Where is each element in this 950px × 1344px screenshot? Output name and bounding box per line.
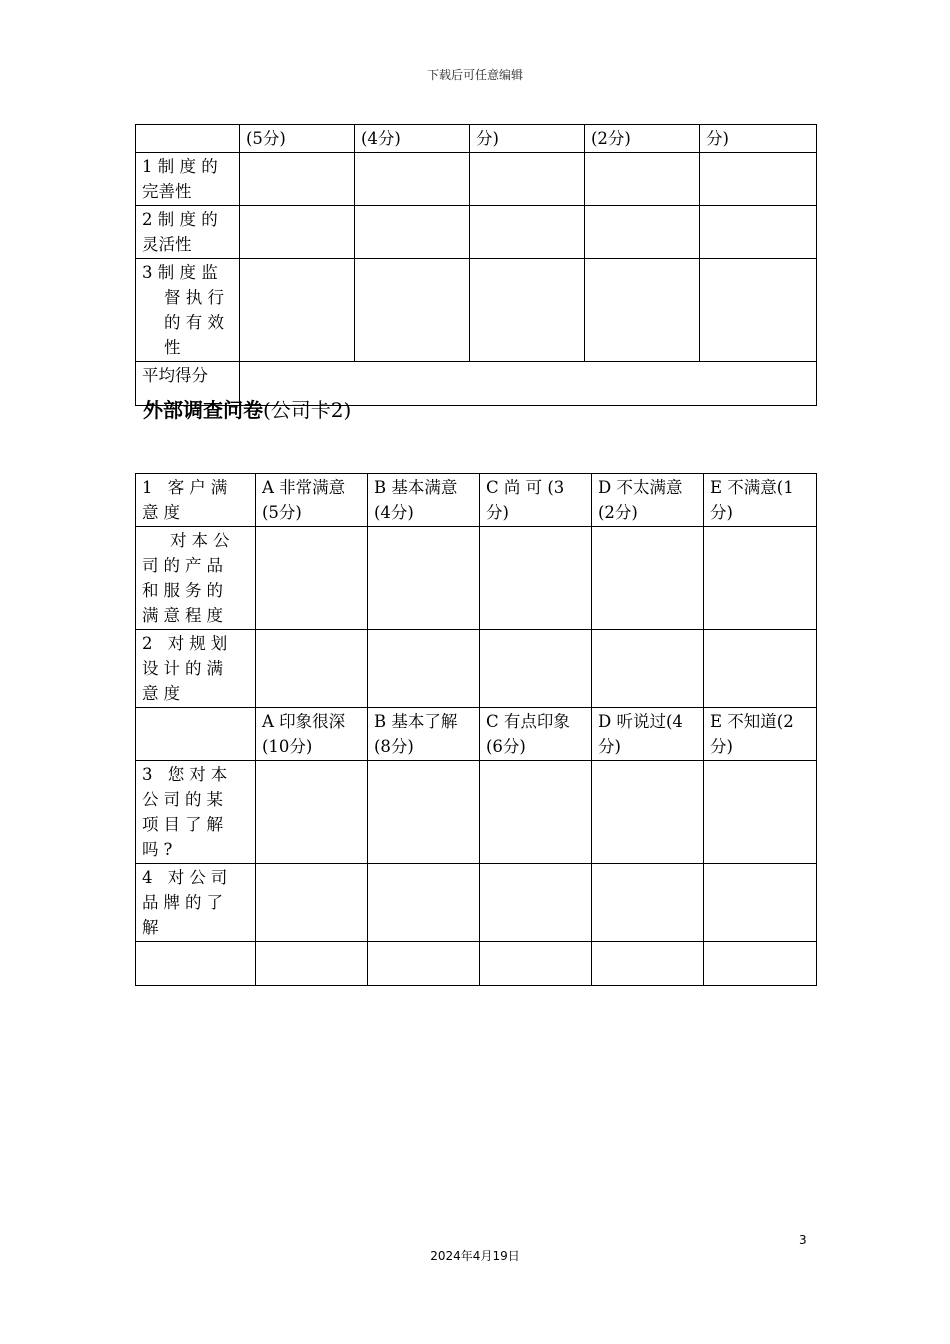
- page-footer-date: 2024年4月19日: [430, 1249, 520, 1263]
- row-label-line: 性: [164, 338, 181, 357]
- empty-cell: [240, 206, 355, 259]
- empty-cell: [480, 761, 592, 864]
- empty-cell: [256, 761, 368, 864]
- header-cell: D 听说过(4分): [592, 708, 704, 761]
- empty-cell: [368, 942, 480, 986]
- table-header-row: [136, 474, 817, 527]
- page-number: 3: [799, 1233, 807, 1247]
- header-cell: C 有点印象(6分): [480, 708, 592, 761]
- header-cell: (4分): [355, 125, 470, 153]
- header-cell: [136, 125, 240, 153]
- empty-cell: [136, 942, 256, 986]
- header-cell: E 不满意(1分): [704, 474, 817, 527]
- empty-cell: [704, 942, 817, 986]
- empty-cell: [700, 259, 817, 362]
- empty-cell: [470, 259, 585, 362]
- header-cell: A 非常满意(5分): [256, 474, 368, 527]
- empty-cell: [704, 864, 817, 942]
- empty-cell: [592, 864, 704, 942]
- empty-cell: [480, 864, 592, 942]
- row-label: 3 您对本公司的某项目了解吗?: [136, 761, 256, 864]
- table-row: [136, 630, 817, 708]
- section-title: [143, 396, 351, 424]
- row-label: 2 对规划设计的满意度: [136, 630, 256, 708]
- section-title-suffix: (公司卡2): [263, 398, 352, 422]
- table-header-row: [136, 125, 817, 153]
- survey-table: [135, 473, 817, 986]
- row-label: 对本公司的产品和服务的满意程度: [136, 527, 256, 630]
- empty-cell: [355, 153, 470, 206]
- header-cell: (5分): [240, 125, 355, 153]
- header-cell: B 基本了解(8分): [368, 708, 480, 761]
- page-header: 下载后可任意编辑: [426, 68, 523, 82]
- empty-cell: [585, 259, 700, 362]
- empty-cell: [470, 206, 585, 259]
- empty-cell: [704, 761, 817, 864]
- empty-cell: [592, 942, 704, 986]
- empty-cell: [704, 630, 817, 708]
- empty-cell: [480, 527, 592, 630]
- empty-cell: [256, 864, 368, 942]
- empty-cell: [700, 153, 817, 206]
- empty-cell: [256, 630, 368, 708]
- row-label: [136, 153, 240, 206]
- empty-cell: [592, 630, 704, 708]
- row-label: 4 对公司品牌的了解: [136, 864, 256, 942]
- section-title-bold: 外部调查问卷: [143, 398, 263, 422]
- empty-cell: [240, 153, 355, 206]
- header-cell: B 基本满意(4分): [368, 474, 480, 527]
- empty-cell: [704, 527, 817, 630]
- row-label-line: 1 制 度 的: [142, 157, 218, 176]
- empty-cell: [700, 206, 817, 259]
- row-label-line: 完善性: [142, 182, 192, 201]
- evaluation-table: [135, 124, 817, 406]
- table-row: [136, 864, 817, 942]
- table-row: [136, 153, 817, 206]
- row-label: [136, 206, 240, 259]
- empty-cell: [240, 259, 355, 362]
- row-label: [136, 259, 240, 362]
- header-cell: (2分): [585, 125, 700, 153]
- empty-cell: [585, 153, 700, 206]
- table-row: [136, 942, 817, 986]
- empty-cell: [368, 630, 480, 708]
- empty-cell: [355, 259, 470, 362]
- header-cell: C 尚 可 (3分): [480, 474, 592, 527]
- table-row: [136, 527, 817, 630]
- empty-cell: [355, 206, 470, 259]
- header-cell: A 印象很深(10分): [256, 708, 368, 761]
- empty-cell: [368, 864, 480, 942]
- empty-cell: [368, 761, 480, 864]
- empty-cell: [256, 942, 368, 986]
- empty-cell: [592, 527, 704, 630]
- empty-cell: [592, 761, 704, 864]
- empty-cell: [470, 153, 585, 206]
- empty-cell: [368, 527, 480, 630]
- header-cell: D 不太满意(2分): [592, 474, 704, 527]
- row-label-line: 2 制 度 的: [142, 210, 218, 229]
- empty-cell: [480, 630, 592, 708]
- header-cell: [136, 708, 256, 761]
- header-cell: 分): [700, 125, 817, 153]
- header-cell: 分): [470, 125, 585, 153]
- row-label-line: 灵活性: [142, 235, 192, 254]
- empty-cell: [585, 206, 700, 259]
- table-row: [136, 761, 817, 864]
- row-label-line: 督 执 行: [164, 288, 224, 307]
- row-label-line: 3 制 度 监: [142, 263, 218, 282]
- row-label-line: 的 有 效: [164, 313, 224, 332]
- table-row: [136, 206, 817, 259]
- table-header-row: [136, 708, 817, 761]
- table-row: [136, 259, 817, 362]
- average-label: 平均得分: [136, 362, 240, 406]
- header-cell: 1 客户满意度: [136, 474, 256, 527]
- empty-cell: [256, 527, 368, 630]
- empty-cell: [480, 942, 592, 986]
- header-cell: E 不知道(2分): [704, 708, 817, 761]
